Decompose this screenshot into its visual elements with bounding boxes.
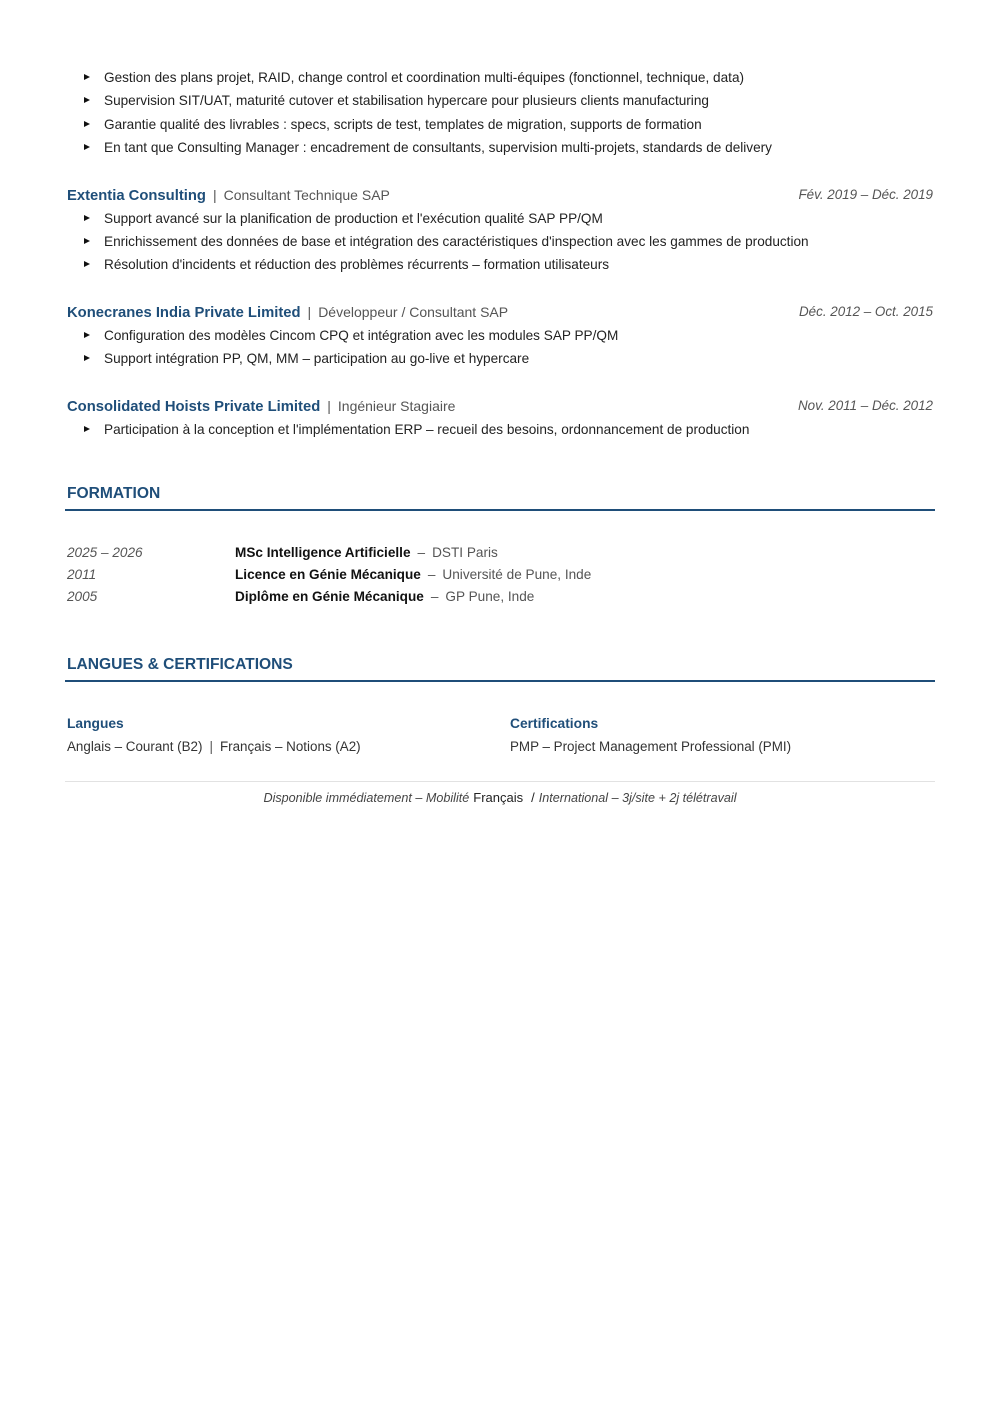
certifications-heading: Certifications	[510, 716, 599, 732]
bullet-triangle-icon	[84, 121, 90, 127]
job-role: Ingénieur Stagiaire	[337, 397, 456, 414]
langues-certifications-columns	[67, 715, 933, 755]
education-degree: Licence en Génie Mécanique – Université de Pune, Inde	[235, 567, 592, 583]
education-school: Université de Pune, Inde	[442, 567, 592, 583]
education-list	[67, 542, 933, 608]
education-year: 2025 – 2026	[67, 545, 143, 561]
bullet-triangle-icon	[84, 97, 90, 103]
list-item: Support intégration PP, QM, MM – participation au go-live et hypercare	[67, 347, 933, 370]
list-item: Garantie qualité des livrables : specs, scripts de test, templates de migration, supports de formation	[67, 113, 933, 136]
separator: |	[307, 303, 312, 320]
education-degree: MSc Intelligence Artificielle – DSTI Paris	[235, 545, 498, 561]
separator: |	[212, 186, 217, 203]
bullet-triangle-icon	[84, 355, 90, 361]
job-bullet-list	[67, 418, 933, 441]
langues-heading: Langues	[67, 716, 124, 732]
list-item: Configuration des modèles Cincom CPQ et intégration avec les modules SAP PP/QM	[67, 324, 933, 347]
bullet-triangle-icon	[84, 74, 90, 80]
job-dates: Nov. 2011 – Déc. 2012	[798, 397, 933, 413]
job-konecranes	[67, 300, 933, 371]
education-row	[67, 586, 933, 608]
education-school: GP Pune, Inde	[445, 589, 535, 605]
section-title: FORMATION	[65, 485, 935, 511]
job-dates: Déc. 2012 – Oct. 2015	[799, 303, 933, 319]
job-consolidated-hoists	[67, 394, 933, 441]
education-row	[67, 542, 933, 564]
list-item: Résolution d'incidents et réduction des problèmes récurrents – formation utilisateurs	[67, 253, 933, 276]
job-role: Consultant Technique SAP	[223, 186, 390, 203]
company-name: Konecranes India Private Limited	[67, 304, 301, 321]
job-header	[67, 300, 933, 324]
education-school: DSTI Paris	[432, 545, 498, 561]
list-item: Supervision SIT/UAT, maturité cutover et stabilisation hypercare pour plusieurs clients manufacturing	[67, 89, 933, 112]
education-row	[67, 564, 933, 586]
education-degree: Diplôme en Génie Mécanique – GP Pune, Inde	[235, 589, 535, 605]
bullet-triangle-icon	[84, 426, 90, 432]
cv-content	[67, 66, 933, 805]
education-year: 2011	[67, 567, 97, 583]
intro-bullet-list	[67, 66, 933, 160]
langues-certifications-section	[67, 656, 933, 755]
langues-text: Anglais – Courant (B2) | Français – Notions (A2)	[67, 739, 361, 755]
company-name: Extentia Consulting	[67, 187, 206, 204]
job-bullet-list	[67, 207, 933, 277]
job-dates: Fév. 2019 – Déc. 2019	[798, 186, 933, 202]
job-role: Développeur / Consultant SAP	[318, 303, 509, 320]
bullet-triangle-icon	[84, 215, 90, 221]
job-header	[67, 183, 933, 207]
list-item: Gestion des plans projet, RAID, change control et coordination multi-équipes (fonctionnel, technique, data)	[67, 66, 933, 89]
list-item: En tant que Consulting Manager : encadrement de consultants, supervision multi-projets, standards de delivery	[67, 136, 933, 159]
section-title: LANGUES & CERTIFICATIONS	[65, 656, 935, 682]
list-item: Support avancé sur la planification de production et l'exécution qualité SAP PP/QM	[67, 207, 933, 230]
formation-section	[67, 485, 933, 608]
availability-footer: Disponible immédiatement – Mobilité Français / International – 3j/site + 2j télétravail	[65, 781, 935, 805]
langues-column	[67, 715, 361, 756]
separator: |	[327, 397, 331, 414]
bullet-triangle-icon	[84, 332, 90, 338]
list-item: Enrichissement des données de base et intégration des caractéristiques d'inspection avec les gammes de production	[67, 230, 933, 253]
list-item: Participation à la conception et l'implémentation ERP – recueil des besoins, ordonnancement de production	[67, 418, 933, 441]
job-header	[67, 394, 933, 418]
job-extentia	[67, 183, 933, 277]
bullet-triangle-icon	[84, 238, 90, 244]
company-name: Consolidated Hoists Private Limited	[67, 398, 321, 415]
education-year: 2005	[67, 589, 98, 605]
job-bullet-list	[67, 324, 933, 371]
bullet-triangle-icon	[84, 261, 90, 267]
certifications-column	[510, 715, 791, 756]
bullet-triangle-icon	[84, 144, 90, 150]
certifications-text: PMP – Project Management Professional (PMI)	[510, 739, 792, 755]
